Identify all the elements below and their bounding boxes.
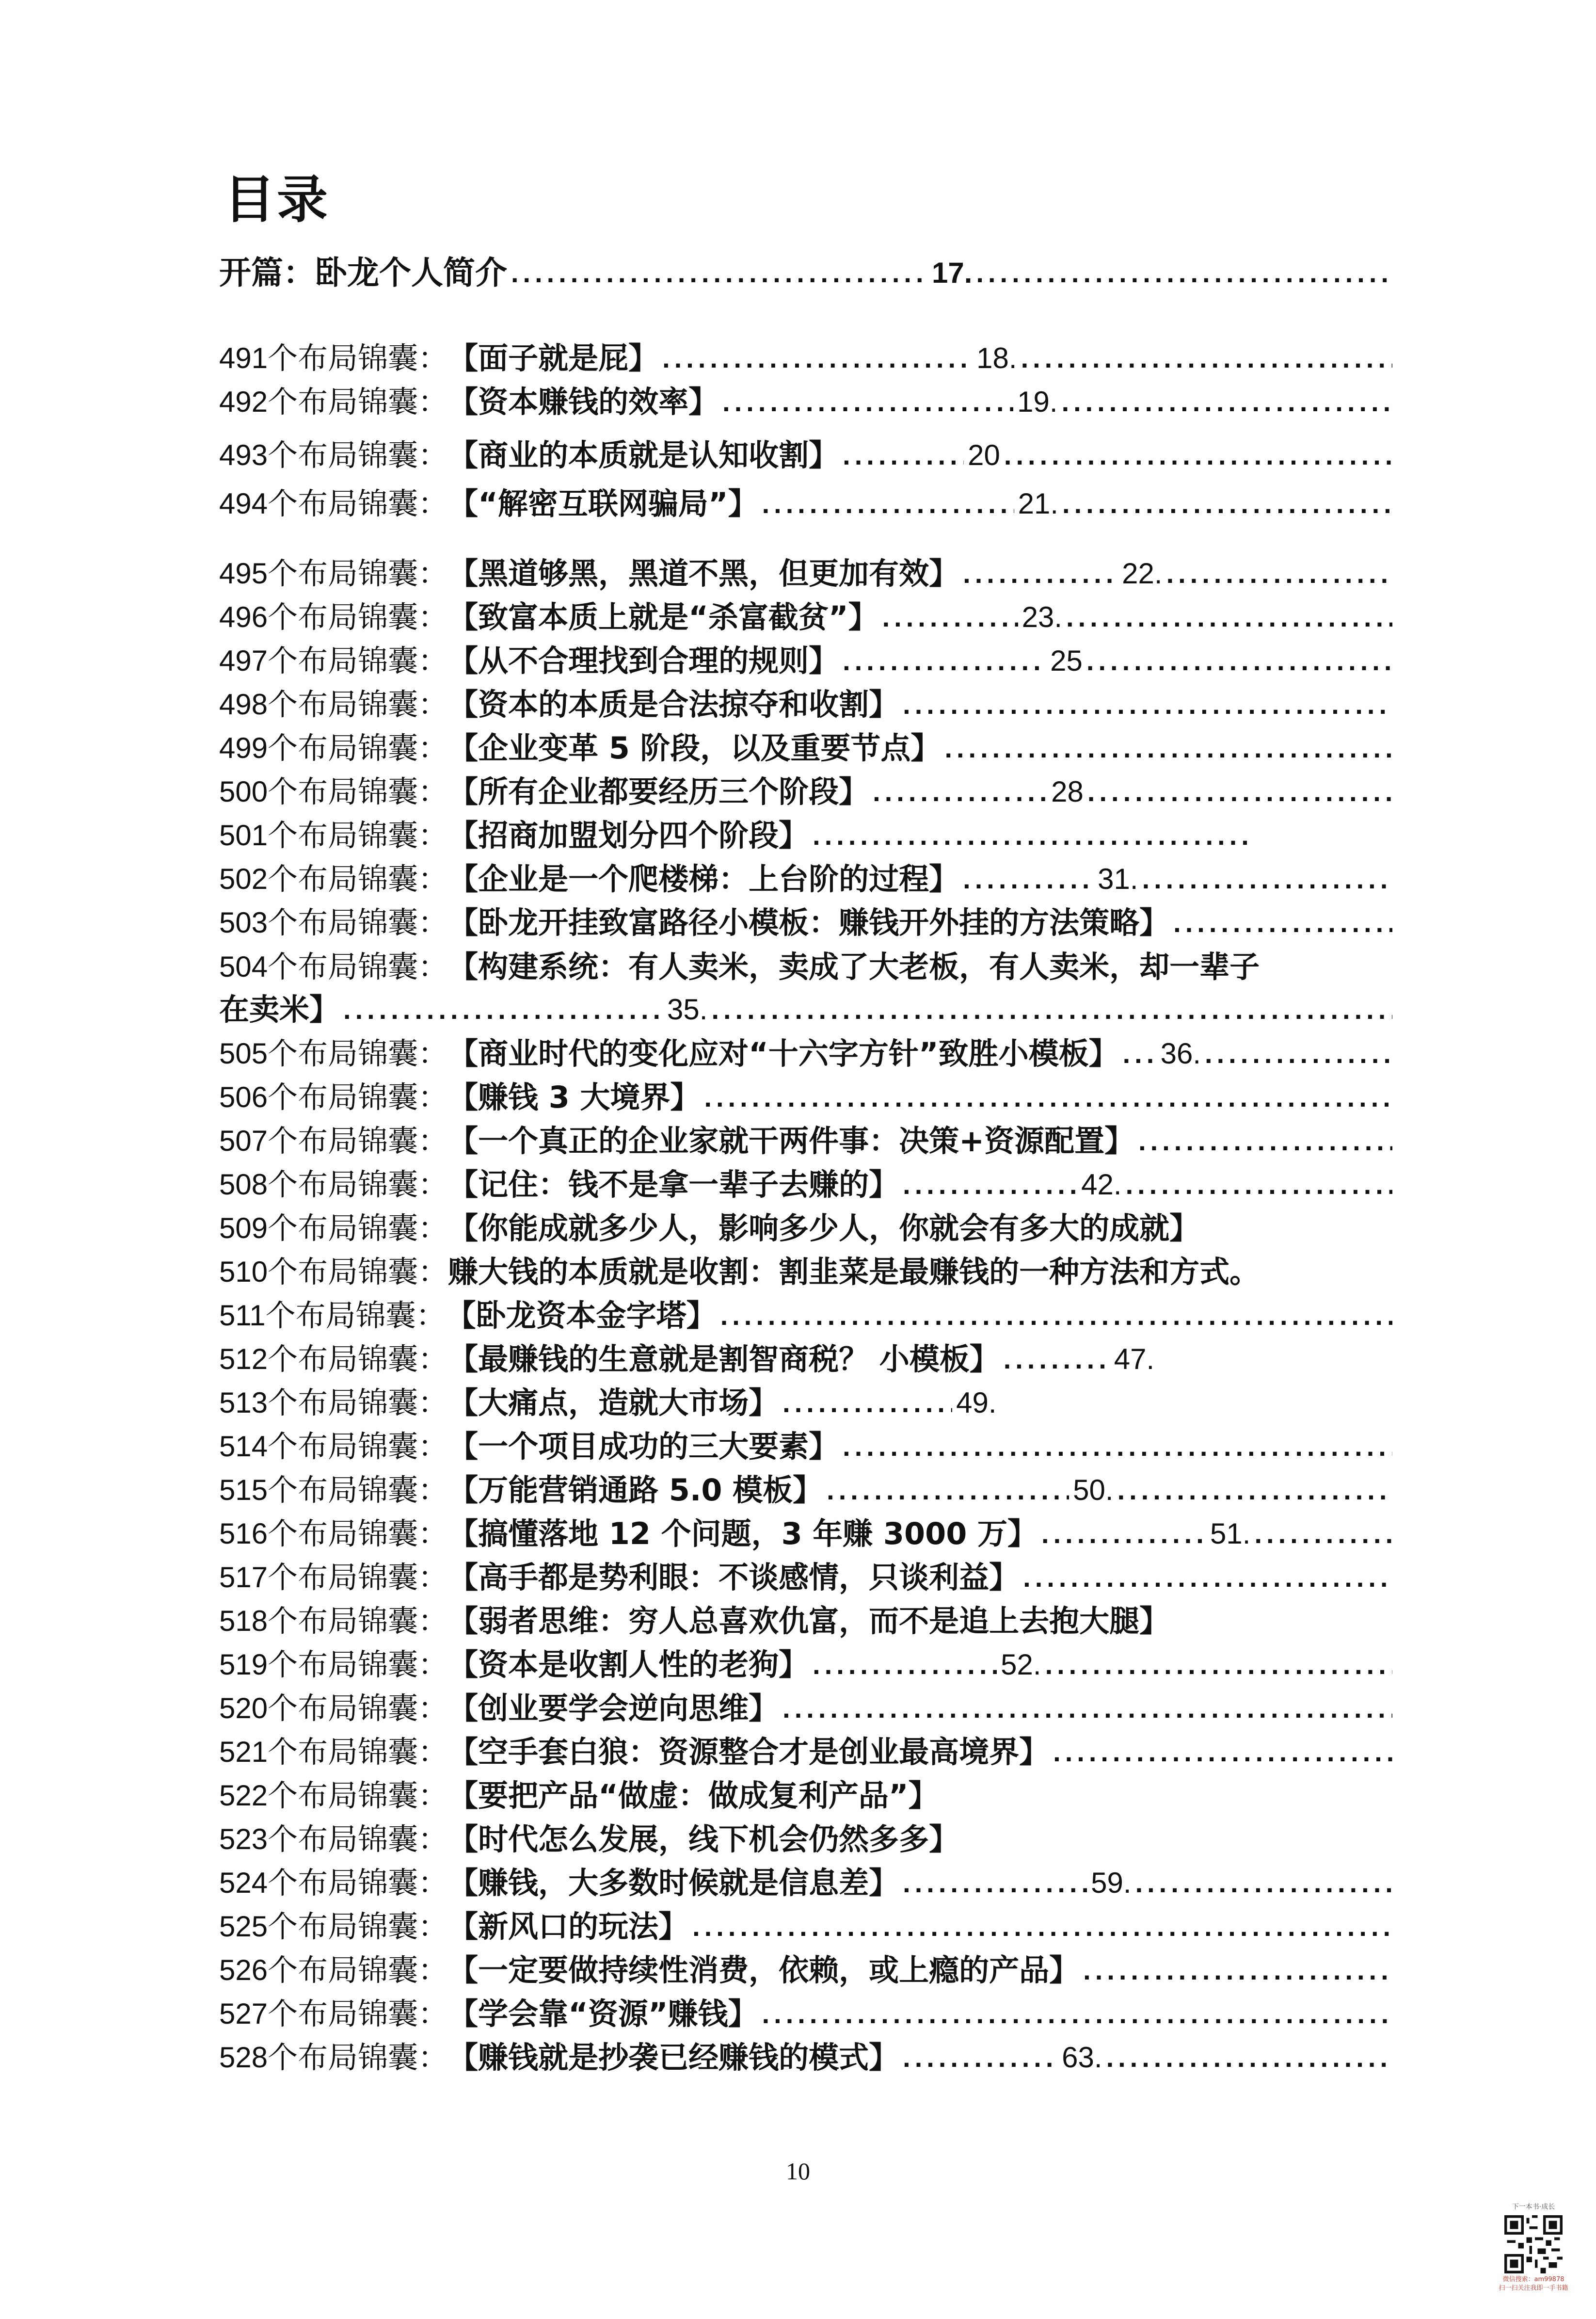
page-ref: 42. xyxy=(1081,1168,1122,1201)
entry-number: 524 xyxy=(219,1867,268,1899)
entry-number: 506 xyxy=(219,1081,268,1113)
entry-label: 个布局锦囊： xyxy=(268,643,448,678)
entry-title: 【赚钱，大多数时候就是信息差】 xyxy=(448,1865,899,1900)
leader-dots xyxy=(1119,1033,1157,1075)
toc-entry[interactable] xyxy=(219,1295,1392,1337)
leader-dots xyxy=(1169,902,1392,944)
page-ref: 18. xyxy=(976,342,1017,374)
entry-title: 【一定要做持续性消费，依赖，或上瘾的产品】 xyxy=(448,1952,1080,1988)
leader-dots xyxy=(1166,553,1392,595)
toc-entry[interactable] xyxy=(219,815,1392,856)
leader-dots xyxy=(1106,2037,1392,2078)
entry-number: 508 xyxy=(219,1168,268,1201)
page-ref: 31. xyxy=(1098,863,1138,895)
entry-label: 个布局锦囊： xyxy=(268,861,448,897)
entry-number: 509 xyxy=(219,1212,268,1244)
entry-title: 【最赚钱的生意就是割智商税？ 小模板】 xyxy=(448,1341,1000,1377)
toc-entry[interactable] xyxy=(219,1033,1392,1075)
page-ref: 20 xyxy=(968,439,1000,471)
entry-label: 个布局锦囊： xyxy=(268,1734,448,1770)
entry-label: 个布局锦囊： xyxy=(268,1560,448,1595)
entry-label: 个布局锦囊： xyxy=(268,1516,448,1551)
toc-entry[interactable] xyxy=(219,1862,1392,1904)
entry-number: 495 xyxy=(219,557,268,590)
entry-label: 个布局锦囊： xyxy=(268,1341,448,1377)
entry-number: 507 xyxy=(219,1125,268,1157)
entry-number: 522 xyxy=(219,1779,268,1812)
leader-dots xyxy=(658,338,973,379)
toc-entry[interactable] xyxy=(219,1251,1392,1293)
leader-dots xyxy=(1086,640,1392,682)
leader-dots xyxy=(718,381,1013,423)
toc-entry[interactable] xyxy=(219,1731,1392,1773)
leader-dots xyxy=(941,727,1392,769)
leader-dots xyxy=(839,435,964,476)
entry-title: 【“解密互联网骗局”】 xyxy=(448,486,758,521)
leader-dots xyxy=(758,1993,1392,2035)
page-ref: 47. xyxy=(1114,1343,1155,1375)
toc-entry[interactable] xyxy=(219,1382,1392,1424)
leader-dots xyxy=(1037,1513,1206,1555)
toc-entry[interactable] xyxy=(219,1949,1392,1991)
toc-entry[interactable] xyxy=(219,338,1392,379)
opening-label: 开篇： xyxy=(219,254,315,291)
page-ref: 49. xyxy=(956,1386,997,1419)
entry-number: 516 xyxy=(219,1517,268,1550)
page-ref: 35. xyxy=(667,993,708,1026)
entry-title: 【资本是收割人性的老狗】 xyxy=(448,1647,809,1682)
entry-title: 【赚钱 3 大境界】 xyxy=(448,1079,701,1115)
entry-number: 510 xyxy=(219,1256,268,1288)
entry-number: 518 xyxy=(219,1605,268,1637)
entry-title: 【卧龙开挂致富路径小模板：赚钱开外挂的方法策略】 xyxy=(448,905,1170,940)
qr-watermark xyxy=(1487,2202,1580,2299)
entry-title: 【企业变革 5 阶段，以及重要节点】 xyxy=(448,730,941,766)
leader-dots xyxy=(899,1862,1087,1904)
entry-number: 500 xyxy=(219,775,268,808)
leader-dots xyxy=(1062,381,1392,423)
leader-dots xyxy=(1062,483,1392,525)
entry-title: 【新风口的玩法】 xyxy=(448,1909,689,1944)
entry-label: 个布局锦囊： xyxy=(268,1167,448,1202)
toc-entry[interactable] xyxy=(219,1469,1392,1511)
leader-dots xyxy=(959,553,1118,595)
leader-dots xyxy=(823,1469,1069,1511)
toc-entry[interactable] xyxy=(219,2037,1392,2078)
toc-entry[interactable] xyxy=(219,771,1392,813)
entry-label: 个布局锦囊： xyxy=(268,1254,448,1289)
toc-entry[interactable] xyxy=(219,946,1392,1031)
page-number: 10 xyxy=(786,2158,810,2185)
toc-entry[interactable] xyxy=(219,553,1392,595)
toc-entry[interactable] xyxy=(219,640,1392,682)
entry-title: 【卧龙资本金字塔】 xyxy=(446,1298,717,1333)
leader-dots xyxy=(1019,1557,1392,1598)
page-ref: 52. xyxy=(1001,1648,1041,1681)
leader-dots xyxy=(1021,338,1392,379)
entry-number: 498 xyxy=(219,688,268,721)
toc-entry[interactable] xyxy=(219,902,1392,944)
page-ref: 59. xyxy=(1091,1867,1132,1899)
page-ref: 23. xyxy=(1021,601,1063,633)
entry-title: 【空手套白狼：资源整合才是创业最高境界】 xyxy=(448,1734,1050,1770)
leader-dots xyxy=(758,483,1014,525)
leader-dots xyxy=(1049,1731,1392,1773)
entry-number: 503 xyxy=(219,906,268,939)
entry-title: 【创业要学会逆向思维】 xyxy=(448,1691,779,1726)
entry-title: 【致富本质上就是“杀富截贫”】 xyxy=(448,599,878,635)
entry-label: 个布局锦囊： xyxy=(268,1821,448,1857)
entry-label: 个布局锦囊： xyxy=(268,905,448,940)
entry-title: 【要把产品“做虚：做成复利产品”】 xyxy=(448,1778,939,1813)
entry-label: 个布局锦囊： xyxy=(268,1210,448,1246)
entry-number: 494 xyxy=(219,487,268,520)
qr-caption-line: 微信搜索：am99878 xyxy=(1502,2276,1564,2283)
leader-dots xyxy=(959,858,1094,900)
entry-label: 个布局锦囊： xyxy=(268,1996,448,2031)
entry-title: 【一个真正的企业家就干两件事：决策+资源配置】 xyxy=(448,1123,1135,1159)
entry-title: 【构建系统：有人卖米，卖成了大老板，有人卖米，却一辈子 xyxy=(448,949,1260,984)
leader-dots xyxy=(976,252,1392,294)
toc-entry[interactable] xyxy=(219,1426,1392,1467)
leader-dots xyxy=(809,815,1249,856)
entry-label: 个布局锦囊： xyxy=(268,599,448,635)
toc-entry[interactable] xyxy=(219,727,1392,769)
entry-number: 499 xyxy=(219,732,268,764)
leader-dots xyxy=(1117,1469,1392,1511)
toc-entry[interactable] xyxy=(219,1557,1392,1598)
leader-dots xyxy=(1079,1949,1392,1991)
toc-entry[interactable] xyxy=(219,1164,1392,1206)
entry-label: 个布局锦囊： xyxy=(268,1123,448,1159)
entry-number: 527 xyxy=(219,1997,268,2030)
toc-entry[interactable] xyxy=(219,1644,1392,1686)
entry-title: 【所有企业都要经历三个阶段】 xyxy=(448,774,869,809)
entry-number: 491 xyxy=(219,342,268,374)
entry-label: 个布局锦囊： xyxy=(268,1079,448,1115)
entry-number: 528 xyxy=(219,2041,268,2074)
toc-entry[interactable] xyxy=(219,1077,1392,1118)
page-ref: 63. xyxy=(1062,2041,1102,2074)
entry-label: 个布局锦囊： xyxy=(268,818,448,853)
entry-label: 个布局锦囊： xyxy=(268,2040,448,2075)
entry-title: 【面子就是屁】 xyxy=(448,340,659,376)
page-ref: 36. xyxy=(1160,1037,1201,1070)
leader-dots xyxy=(688,1906,1392,1948)
page-ref: 19. xyxy=(1017,386,1058,418)
entry-title: 【大痛点，造就大市场】 xyxy=(448,1385,779,1420)
leader-dots xyxy=(1000,1338,1110,1380)
leader-dots xyxy=(1254,1513,1392,1555)
entry-label: 个布局锦囊： xyxy=(268,1952,448,1988)
page-ref: 50. xyxy=(1073,1474,1114,1506)
leader-dots xyxy=(717,1295,1392,1337)
entry-number: 525 xyxy=(219,1910,268,1943)
leader-dots xyxy=(507,252,928,294)
leader-dots xyxy=(1087,771,1392,813)
entry-number: 512 xyxy=(219,1343,268,1375)
entry-label: 个布局锦囊： xyxy=(268,486,448,521)
leader-dots xyxy=(1134,1120,1392,1162)
page-ref: 28 xyxy=(1051,775,1084,808)
entry-title: 【商业时代的变化应对“十六字方针”致胜小模板】 xyxy=(448,1036,1119,1071)
watermark-logo: 下一本书·成长 xyxy=(1512,2203,1555,2211)
entry-title: 【记住：钱不是拿一辈子去赚的】 xyxy=(448,1167,899,1202)
entry-label: 个布局锦囊： xyxy=(268,1778,448,1813)
entry-title: 【资本的本质是合法掠夺和收割】 xyxy=(448,687,899,722)
entry-title: 【时代怎么发展，线下机会仍然多多】 xyxy=(448,1821,959,1857)
entry-label: 个布局锦囊： xyxy=(268,437,448,473)
entry-title: 【你能成就多少人，影响多少人，你就会有多大的成就】 xyxy=(448,1210,1200,1246)
page-ref: 25 xyxy=(1050,644,1083,677)
toc-entry[interactable] xyxy=(219,435,1392,476)
entry-title: 【学会靠“资源”赚钱】 xyxy=(448,1996,758,2031)
qr-caption xyxy=(1487,2275,1580,2293)
entry-number: 511 xyxy=(219,1299,266,1332)
entry-title: 【从不合理找到合理的规则】 xyxy=(448,643,839,678)
entry-title: 【搞懂落地 12 个问题，3 年赚 3000 万】 xyxy=(448,1516,1038,1551)
entry-label: 个布局锦囊： xyxy=(268,1865,448,1900)
entry-label: 个布局锦囊： xyxy=(268,1036,448,1071)
entry-label: 个布局锦囊： xyxy=(268,1603,448,1639)
page-ref: 51. xyxy=(1210,1517,1251,1550)
entry-title: 【企业是一个爬楼梯：上台阶的过程】 xyxy=(448,861,959,897)
entry-label: 个布局锦囊： xyxy=(268,1909,448,1944)
leader-dots xyxy=(899,1164,1077,1206)
leader-dots xyxy=(1004,435,1392,476)
entry-number: 502 xyxy=(219,863,268,895)
entry-number: 519 xyxy=(219,1648,268,1681)
entry-number: 514 xyxy=(219,1430,268,1463)
entry-label: 个布局锦囊： xyxy=(268,949,448,984)
toc-entry[interactable] xyxy=(219,1819,1392,1860)
entry-label: 个布局锦囊： xyxy=(268,1647,448,1682)
entry-number: 504 xyxy=(219,950,268,983)
toc-entry[interactable] xyxy=(219,1688,1392,1729)
entry-label: 个布局锦囊： xyxy=(268,556,448,591)
entry-title: 【商业的本质就是认知收割】 xyxy=(448,437,839,473)
entry-title: 赚大钱的本质就是收割：割韭菜是最赚钱的一种方法和方式。 xyxy=(448,1254,1260,1289)
leader-dots xyxy=(779,1382,952,1424)
toc-entry[interactable] xyxy=(219,1906,1392,1948)
leader-dots xyxy=(809,1644,997,1686)
toc-entry[interactable] xyxy=(219,1208,1392,1249)
entry-title: 【资本赚钱的效率】 xyxy=(448,384,719,419)
toc-entry[interactable] xyxy=(219,381,1392,423)
entry-title: 【招商加盟划分四个阶段】 xyxy=(448,818,809,853)
toc-entry[interactable] xyxy=(219,684,1392,725)
toc-entry[interactable] xyxy=(219,1513,1392,1555)
entry-title: 【万能营销通路 5.0 模板】 xyxy=(448,1472,823,1508)
leader-dots xyxy=(1045,1644,1392,1686)
entry-title: 【高手都是势利眼：不谈感情，只谈利益】 xyxy=(448,1560,1020,1595)
entry-number: 501 xyxy=(219,819,268,852)
entry-title: 【赚钱就是抄袭已经赚钱的模式】 xyxy=(448,2040,899,2075)
toc-entry[interactable] xyxy=(219,1993,1392,2035)
entry-number: 515 xyxy=(219,1474,268,1506)
entry-label: 个布局锦囊： xyxy=(268,774,448,809)
entry-label: 个布局锦囊： xyxy=(268,1472,448,1508)
leader-dots xyxy=(711,988,1392,1031)
entry-title: 【一个项目成功的三大要素】 xyxy=(448,1429,839,1464)
entry-label: 个布局锦囊： xyxy=(265,1298,446,1333)
entry-number: 526 xyxy=(219,1954,268,1986)
leader-dots xyxy=(899,2037,1058,2078)
page-ref: 22. xyxy=(1122,557,1163,590)
leader-dots xyxy=(339,988,663,1031)
entry-number: 505 xyxy=(219,1037,268,1070)
leader-dots xyxy=(1142,858,1392,900)
leader-dots xyxy=(869,771,1047,813)
entry-label: 个布局锦囊： xyxy=(268,1385,448,1420)
page-ref: 17. xyxy=(932,257,973,289)
opening-title: 卧龙个人简介 xyxy=(315,254,507,291)
toc-entry[interactable] xyxy=(219,1775,1392,1817)
leader-dots xyxy=(899,684,1392,725)
entry-number: 520 xyxy=(219,1692,268,1724)
toc-entry[interactable] xyxy=(219,1600,1392,1642)
leader-dots xyxy=(700,1077,1392,1118)
entry-title: 【黑道够黑，黑道不黑，但更加有效】 xyxy=(448,556,959,591)
entry-label: 个布局锦囊： xyxy=(268,730,448,766)
entry-title-continued: 在卖米】 xyxy=(219,992,340,1027)
entry-number: 497 xyxy=(219,644,268,677)
entry-number: 496 xyxy=(219,601,268,633)
entry-number: 492 xyxy=(219,386,268,418)
page-ref: 21. xyxy=(1018,487,1059,520)
toc-entry[interactable] xyxy=(219,1338,1392,1380)
entry-label: 个布局锦囊： xyxy=(268,687,448,722)
entry-label: 个布局锦囊： xyxy=(268,340,448,376)
leader-dots xyxy=(839,1426,1392,1467)
leader-dots xyxy=(1126,1164,1392,1206)
leader-dots xyxy=(878,596,1018,638)
leader-dots xyxy=(1135,1862,1392,1904)
toc-entry[interactable] xyxy=(219,483,1392,525)
entry-number: 513 xyxy=(219,1386,268,1419)
entry-label: 个布局锦囊： xyxy=(268,1429,448,1464)
entry-number: 523 xyxy=(219,1823,268,1855)
toc-entry[interactable] xyxy=(219,1120,1392,1162)
entry-number: 521 xyxy=(219,1736,268,1768)
qr-caption-line: 扫一扫关注我即一手书籍 xyxy=(1499,2285,1568,2292)
entry-label: 个布局锦囊： xyxy=(268,384,448,419)
toc-entry[interactable] xyxy=(219,596,1392,638)
toc-entry-opening[interactable] xyxy=(219,252,1392,294)
leader-dots xyxy=(779,1688,1392,1729)
entry-title: 【弱者思维：穷人总喜欢仇富，而不是追上去抱大腿】 xyxy=(448,1603,1170,1639)
leader-dots xyxy=(1066,596,1392,638)
leader-dots xyxy=(839,640,1046,682)
page-title: 目录 xyxy=(224,170,330,229)
entry-number: 517 xyxy=(219,1561,268,1594)
entry-number: 493 xyxy=(219,439,268,471)
leader-dots xyxy=(1205,1033,1392,1075)
entry-label: 个布局锦囊： xyxy=(268,1691,448,1726)
toc-entry[interactable] xyxy=(219,858,1392,900)
qr-code-icon xyxy=(1504,2215,1563,2273)
